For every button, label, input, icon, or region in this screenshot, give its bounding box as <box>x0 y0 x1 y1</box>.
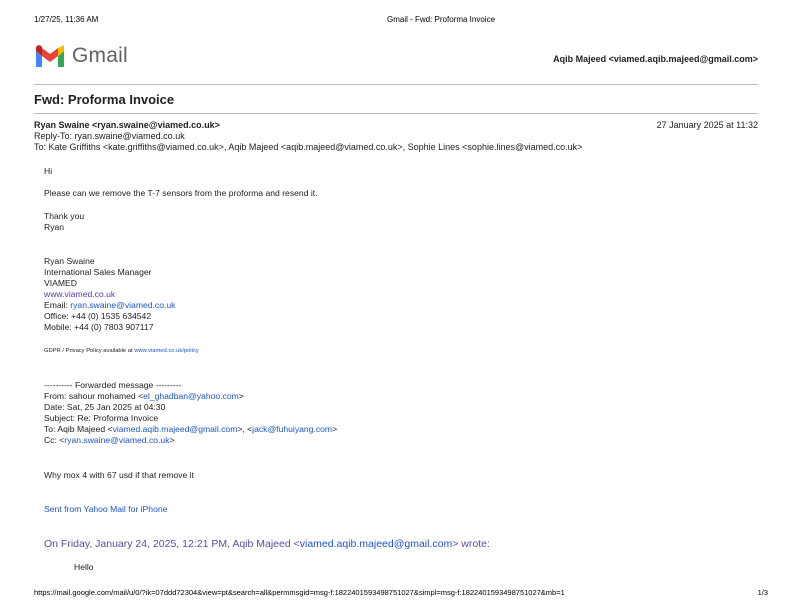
sent-from <box>44 504 167 514</box>
signature-email-label: Email: <box>44 300 71 310</box>
body-thanks: Thank you <box>44 211 85 221</box>
print-page: 1/3 <box>757 588 768 597</box>
forward-text: Why mox 4 with 67 usd if that remove it <box>44 470 194 480</box>
forward-to-email2[interactable]: jack@fuhuiyang.com <box>252 424 333 434</box>
forward-divider: ---------- Forwarded message --------- <box>44 380 182 390</box>
sent-from-link[interactable]: Sent from Yahoo Mail for iPhone <box>44 504 168 514</box>
forward-from-label: From: sahour mohamed < <box>44 391 144 401</box>
signature-name: Ryan Swaine <box>44 256 95 266</box>
gdpr-line <box>44 348 199 354</box>
message-date: 27 January 2025 at 11:32 <box>656 120 758 130</box>
divider-top <box>34 84 758 85</box>
forward-date: Date: Sat, 25 Jan 2025 at 04:30 <box>44 402 166 412</box>
forward-cc <box>44 435 175 445</box>
body-line1: Please can we remove the T-7 sensors from the proforma and resend it. <box>44 188 318 198</box>
account-address: Aqib Majeed <viamed.aqib.majeed@gmail.com> <box>553 54 758 64</box>
gmail-wordmark: Gmail <box>72 44 128 67</box>
quote-email[interactable]: viamed.aqib.majeed@gmail.com <box>299 538 453 550</box>
message-from: Ryan Swaine <ryan.swaine@viamed.co.uk> <box>34 120 220 130</box>
forward-from <box>44 391 244 401</box>
body-greeting: Hi <box>44 166 53 176</box>
quote-header <box>44 538 490 550</box>
forward-from-email[interactable]: el_ghadban@yahoo.com <box>143 391 239 401</box>
gmail-m-icon <box>34 45 66 69</box>
signature-office: Office: +44 (0) 1535 634542 <box>44 311 152 321</box>
signature-email-link[interactable]: ryan.swaine@viamed.co.uk <box>70 300 176 310</box>
quote-end: > wrote: <box>452 538 490 550</box>
forward-to <box>44 424 337 434</box>
print-datetime: 1/27/25, 11:36 AM <box>34 15 99 24</box>
quote-lead: On Friday, January 24, 2025, 12:21 PM, Aqib Majeed < <box>44 538 300 550</box>
forward-to-label: To: Aqib Majeed < <box>44 424 113 434</box>
gdpr-link[interactable]: www.viamed.co.uk/policy <box>134 348 199 354</box>
signature-mobile: Mobile: +44 (0) 7803 907117 <box>44 322 154 332</box>
thread-subject: Fwd: Proforma Invoice <box>34 92 175 107</box>
print-url: https://mail.google.com/mail/u/0/?ik=07ddd72304&view=pt&search=all&permmsgid=msg-f:1822401593498751027&simpl=msg-f:1822401593498751027&mb=1 <box>34 588 565 597</box>
divider-subject <box>34 113 758 114</box>
signature-email-line <box>44 300 175 310</box>
forward-cc-label: Cc: < <box>44 435 65 445</box>
signature-web <box>44 289 115 299</box>
signature-role: International Sales Manager <box>44 267 152 277</box>
signature-company: VIAMED <box>44 278 77 288</box>
message-reply-to: Reply-To: ryan.swaine@viamed.co.uk <box>34 131 185 141</box>
quote-text: Hello <box>74 562 94 572</box>
forward-to-end: > <box>332 424 338 434</box>
gmail-logo <box>34 42 134 72</box>
forward-to-email1[interactable]: viamed.aqib.majeed@gmail.com <box>112 424 238 434</box>
print-title: Gmail - Fwd: Proforma Invoice <box>387 15 496 24</box>
message-to: To: Kate Griffiths <kate.griffiths@viamed.co.uk>, Aqib Majeed <aqib.majeed@viamed.co.uk>, Sophie Lines <sophie.lines@viamed.co.uk> <box>34 142 583 152</box>
forward-cc-email[interactable]: ryan.swaine@viamed.co.uk <box>64 435 170 445</box>
forward-cc-end: > <box>169 435 175 445</box>
body-sign: Ryan <box>44 222 65 232</box>
forward-from-end: > <box>238 391 244 401</box>
signature-web-link[interactable]: www.viamed.co.uk <box>44 289 116 299</box>
forward-to-mid: >, < <box>237 424 253 434</box>
gdpr-text: GDPR / Privacy Policy available at <box>44 348 135 354</box>
forward-subject: Subject: Re: Proforma Invoice <box>44 413 159 423</box>
